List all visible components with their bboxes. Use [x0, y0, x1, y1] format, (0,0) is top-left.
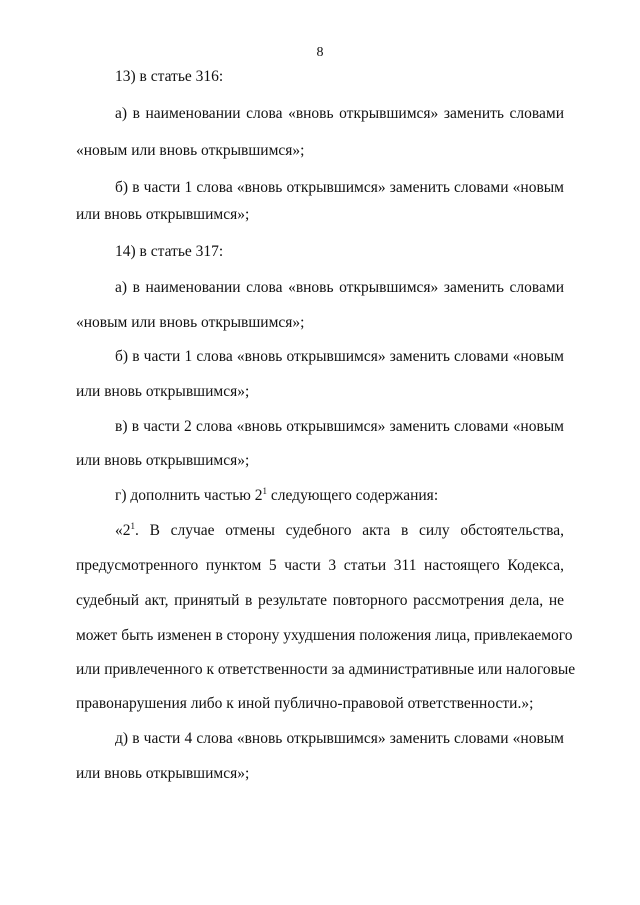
- item-14d-line-1: д) в части 4 слова «вновь открывшимся» заменить словами «новым: [115, 730, 564, 747]
- item-14g-text-b: следующего содержания:: [267, 487, 439, 504]
- item-14v-line-2: или вновь открывшимся»;: [76, 452, 250, 469]
- item-13a-line-2: «новым или вновь открывшимся»;: [76, 142, 305, 159]
- quote-line-6: правонарушения либо к иной публично-правовой ответственности.»;: [76, 695, 534, 712]
- item-14a-line-2: «новым или вновь открывшимся»;: [76, 314, 305, 331]
- item-14-heading: 14) в статье 317:: [115, 243, 224, 260]
- item-14g-line: [115, 486, 564, 506]
- quote-superscript: 1: [130, 521, 135, 531]
- item-14b-line-1: б) в части 1 слова «вновь открывшимся» заменить словами «новым: [115, 348, 564, 365]
- item-14v-line-1: в) в части 2 слова «вновь открывшимся» заменить словами «новым: [115, 418, 564, 435]
- item-13-heading: 13) в статье 316:: [115, 68, 224, 85]
- quote-line-4: может быть изменен в сторону ухудшения положения лица, привлекаемого: [76, 627, 573, 644]
- quote-line-2: предусмотренного пунктом 5 части 3 статьи 311 настоящего Кодекса,: [76, 557, 564, 574]
- item-14g-superscript: 1: [262, 486, 268, 496]
- item-14g-text-a: г) дополнить частью 2: [115, 487, 263, 504]
- item-13a-line-1: а) в наименовании слова «вновь открывшимся» заменить словами: [115, 105, 564, 122]
- quote-text-b: . В случае отмены судебного акта в силу обстоятельства,: [135, 522, 564, 539]
- quote-line-3: судебный акт, принятый в результате повторного рассмотрения дела, не: [76, 592, 564, 609]
- page-number: 8: [316, 45, 324, 60]
- quote-line-5: или привлеченного к ответственности за административные или налоговые: [76, 661, 576, 678]
- item-14d-line-2: или вновь открывшимся»;: [76, 765, 250, 782]
- item-13b-line-1: б) в части 1 слова «вновь открывшимся» заменить словами «новым: [115, 179, 564, 196]
- item-14a-line-1: а) в наименовании слова «вновь открывшимся» заменить словами: [115, 279, 564, 296]
- item-13b-line-2: или вновь открывшимся»;: [76, 206, 250, 223]
- item-14b-line-2: или вновь открывшимся»;: [76, 383, 250, 400]
- quote-line-1: [115, 521, 564, 541]
- quote-text-a: «2: [115, 522, 131, 539]
